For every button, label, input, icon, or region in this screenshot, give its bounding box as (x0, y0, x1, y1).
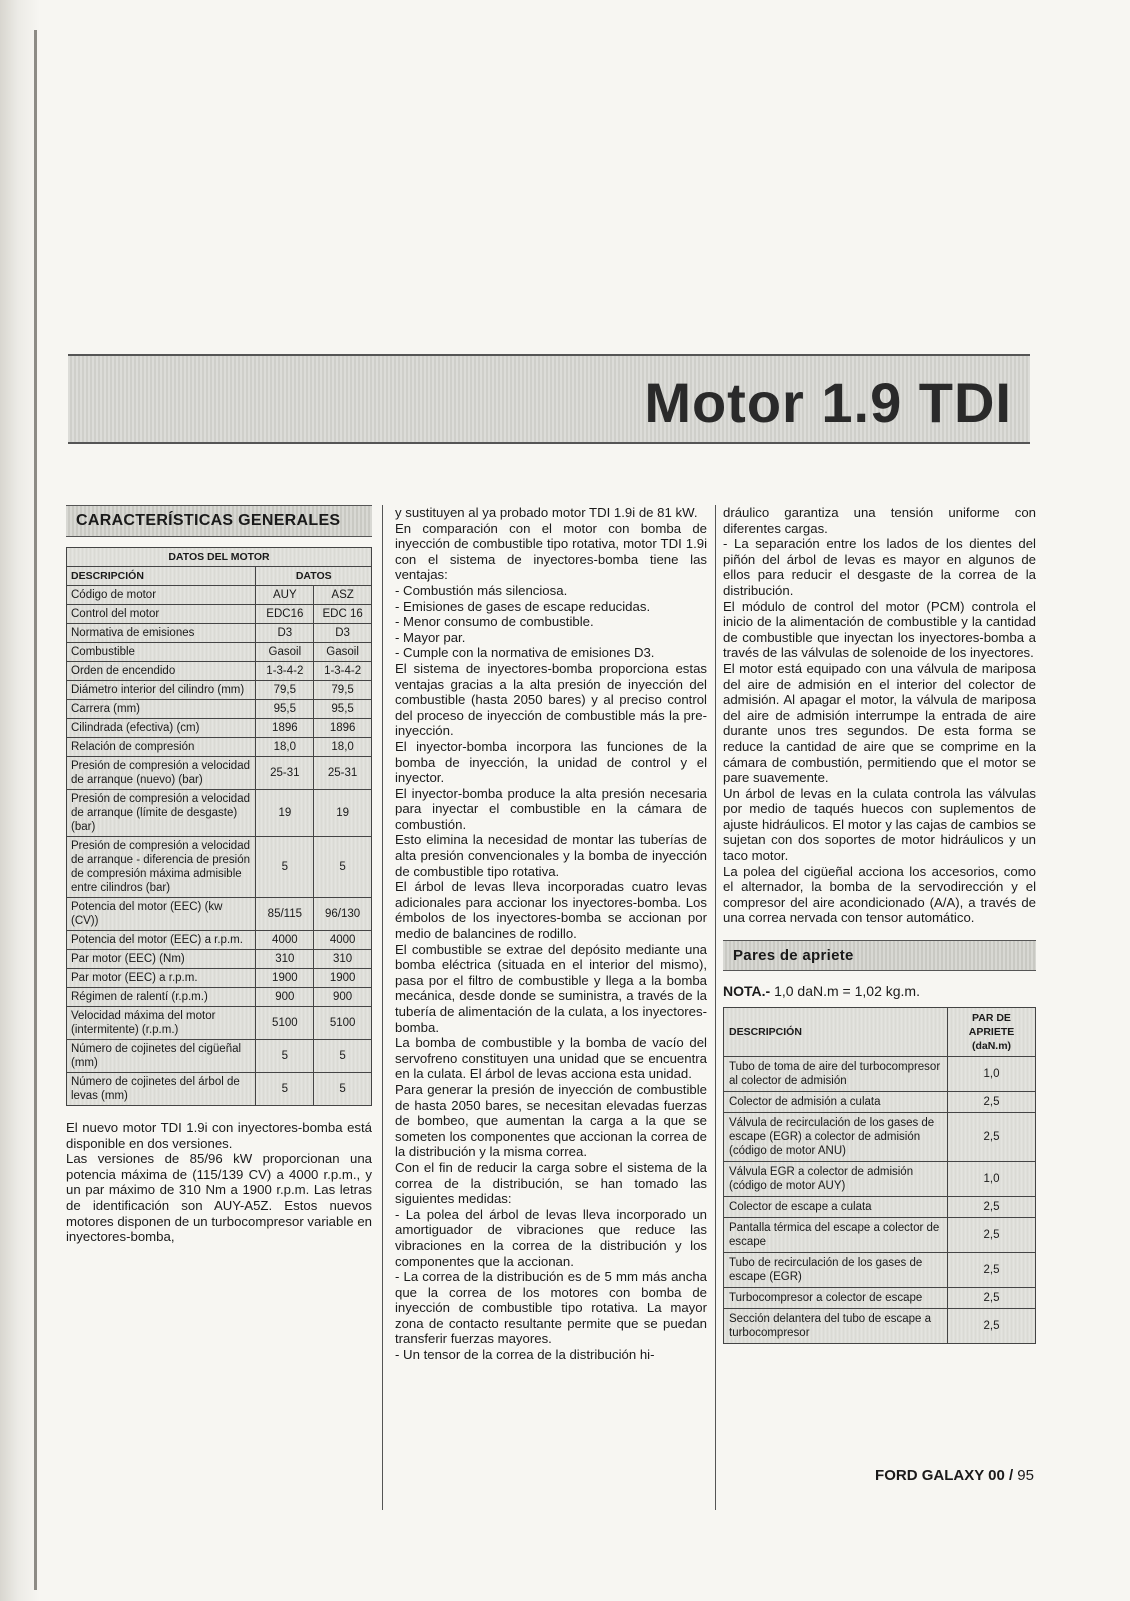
row-value: 5100 (314, 1007, 372, 1040)
row-value: 310 (314, 950, 372, 969)
paragraph: El módulo de control del motor (PCM) controla el inicio de la alimentación de combustible y la cantidad de combustible que inyectan los inyectores-bomba a través de las válvulas de solenoide de los inyectores. (723, 598, 1036, 661)
row-torque: 1,0 (948, 1057, 1036, 1092)
row-description: Turbocompresor a colector de escape (724, 1288, 948, 1309)
paragraph: - Cumple con la normativa de emisiones D3. (395, 645, 655, 661)
row-description: Carrera (mm) (67, 700, 256, 719)
note-text: 1,0 daN.m = 1,02 kg.m. (770, 983, 920, 1000)
row-value: 96/130 (314, 898, 372, 931)
row-description: Potencia del motor (EEC) a r.p.m. (67, 931, 256, 950)
row-description: Código de motor (67, 586, 256, 605)
column-divider (715, 505, 716, 1510)
paragraph: - La separación entre los lados de los dientes del piñón del árbol de levas es mayor en algunos de ellos para reducir el desgaste de la correa de la distribución. (723, 536, 1036, 598)
table-row (724, 1197, 1036, 1218)
paragraph: El motor está equipado con una válvula de mariposa del aire de admisión en el interior del colector de admisión. Al apagar el motor, la válvula de mariposa del aire de admisión interrumpe la entrada de aire durante unos tres segundos. De esta forma se reduce la cantidad de aire que se comprime en la cámara de combustión, permitiendo que el motor se pare suavemente. (723, 660, 1036, 786)
row-value: 18,0 (314, 738, 372, 757)
note (723, 983, 1036, 999)
table-row (67, 624, 372, 643)
footer-label: FORD GALAXY 00 / (875, 1467, 1014, 1484)
row-value: 25-31 (314, 757, 372, 790)
torque-table (723, 1007, 1036, 1344)
column-2 (395, 505, 707, 1363)
row-torque: 2,5 (948, 1197, 1036, 1218)
row-value: Gasoil (256, 643, 314, 662)
row-value: AUY (256, 586, 314, 605)
table-row (67, 662, 372, 681)
row-description: Colector de admisión a culata (724, 1092, 948, 1113)
row-description: Presión de compresión a velocidad de arranque (nuevo) (bar) (67, 757, 256, 790)
row-value: 1896 (256, 719, 314, 738)
row-value: EDC16 (256, 605, 314, 624)
row-description: Diámetro interior del cilindro (mm) (67, 681, 256, 700)
row-value: 4000 (314, 931, 372, 950)
table-row (67, 681, 372, 700)
table-row (67, 1073, 372, 1106)
table-row (724, 1253, 1036, 1288)
row-description: Presión de compresión a velocidad de arranque (límite de desgaste) (bar) (67, 790, 256, 837)
row-description: Potencia del motor (EEC) (kw (CV)) (67, 898, 256, 931)
paragraph: La polea del cigüeñal acciona los accesorios, como el alternador, la bomba de la servodirección y el compresor del aire acondicionado (A/A), a través de una correa nervada con tensor automático. (723, 863, 1036, 926)
row-value: 5 (314, 837, 372, 898)
table-row (724, 1309, 1036, 1344)
row-value: 900 (314, 988, 372, 1007)
intro-text (66, 1120, 372, 1245)
col-header-torque: PAR DE APRIETE (daN.m) (948, 1008, 1036, 1057)
row-value: 5 (314, 1040, 372, 1073)
row-value: 19 (314, 790, 372, 837)
row-description: Orden de encendido (67, 662, 256, 681)
row-value: 1900 (256, 969, 314, 988)
body-text (723, 505, 1036, 926)
paragraph: - La correa de la distribución es de 5 mm más ancha que la correa de los motores con bomba de inyección de combustible tipo rotativa. La mayor zona de contacto resultante permite que se puedan transferir fuerzas mayores. (395, 1269, 707, 1347)
row-description: Cilindrada (efectiva) (cm) (67, 719, 256, 738)
table-row (724, 1162, 1036, 1197)
table-row (67, 719, 372, 738)
page-title: Motor 1.9 TDI (644, 371, 1012, 434)
table-row (67, 898, 372, 931)
table-row (724, 1092, 1036, 1113)
table-row (67, 700, 372, 719)
paragraph: - Emisiones de gases de escape reducidas. (395, 598, 651, 614)
paragraph: y sustituyen al ya probado motor TDI 1.9i de 81 kW. (395, 505, 698, 520)
row-value: 19 (256, 790, 314, 837)
column-1 (66, 505, 372, 1245)
table-row (724, 1288, 1036, 1309)
row-torque: 2,5 (948, 1113, 1036, 1162)
row-value: 95,5 (256, 700, 314, 719)
row-value: 1-3-4-2 (256, 662, 314, 681)
row-torque: 1,0 (948, 1162, 1036, 1197)
row-value: 85/115 (256, 898, 314, 931)
paragraph: Las versiones de 85/96 kW proporcionan una potencia máxima de (115/139 CV) a 4000 r.p.m., y un par máximo de 310 Nm a 1900 r.p.m. Las letras de identificación son AUY-A5Z. Estos nuevos motores disponen de un turbocompresor variable en inyectores-bomba, (66, 1151, 372, 1245)
row-value: D3 (256, 624, 314, 643)
row-value: 310 (256, 950, 314, 969)
column-divider (382, 505, 383, 1510)
row-value: 1900 (314, 969, 372, 988)
row-description: Válvula de recirculación de los gases de escape (EGR) a colector de admisión (código de motor ANU) (724, 1113, 948, 1162)
row-description: Velocidad máxima del motor (intermitente) (r.p.m.) (67, 1007, 256, 1040)
row-value: EDC 16 (314, 605, 372, 624)
col-header-description: DESCRIPCIÓN (724, 1008, 948, 1057)
table-row (67, 738, 372, 757)
table-row (724, 1057, 1036, 1092)
col-header-description: DESCRIPCIÓN (67, 567, 256, 586)
row-value: 900 (256, 988, 314, 1007)
row-value: 5 (256, 1040, 314, 1073)
table-row (67, 988, 372, 1007)
paragraph: El sistema de inyectores-bomba proporciona estas ventajas gracias a la alta presión de inyección del combustible (hasta 2050 bares) y al preciso control del proceso de inyección de combustible más la pre-inyección. (395, 660, 707, 739)
table-row (67, 605, 372, 624)
paragraph: - Un tensor de la correa de la distribución hi- (395, 1347, 655, 1363)
row-description: Par motor (EEC) a r.p.m. (67, 969, 256, 988)
paragraph: Un árbol de levas en la culata controla las válvulas por medio de taqués huecos con suplementos de ajuste hidráulicos. El motor y las cajas de cambios se sujetan con dos soportes de motor hidráulicos y un taco motor. (723, 785, 1036, 864)
table-row (67, 837, 372, 898)
torque-section-heading: Pares de apriete (723, 940, 1036, 971)
table-row (67, 1040, 372, 1073)
general-section-heading: CARACTERÍSTICAS GENERALES (66, 505, 372, 537)
row-description: Tubo de toma de aire del turbocompresor al colector de admisión (724, 1057, 948, 1092)
paragraph: dráulico garantiza una tensión uniforme con diferentes cargas. (723, 505, 1036, 536)
row-description: Colector de escape a culata (724, 1197, 948, 1218)
table-row (67, 757, 372, 790)
row-torque: 2,5 (948, 1288, 1036, 1309)
row-description: Presión de compresión a velocidad de arranque - diferencia de presión de compresión máxima admisible entre cilindros (bar) (67, 837, 256, 898)
paragraph: El inyector-bomba produce la alta presión necesaria para inyectar el combustible en la cámara de combustión. (395, 785, 707, 832)
paragraph: - La polea del árbol de levas lleva incorporado un amortiguador de vibraciones que reduce las vibraciones en la correa de la distribución y los componentes que la accionan. (395, 1206, 707, 1269)
body-text (395, 505, 707, 1363)
row-description: Relación de compresión (67, 738, 256, 757)
page-number: 95 (1013, 1467, 1034, 1484)
title-band (68, 354, 1030, 444)
row-value: 79,5 (256, 681, 314, 700)
row-value: 1896 (314, 719, 372, 738)
row-description: Número de cojinetes del árbol de levas (mm) (67, 1073, 256, 1106)
row-description: Número de cojinetes del cigüeñal (mm) (67, 1040, 256, 1073)
row-value: ASZ (314, 586, 372, 605)
row-description: Régimen de ralentí (r.p.m.) (67, 988, 256, 1007)
table-row (67, 790, 372, 837)
table-row (67, 969, 372, 988)
row-value: D3 (314, 624, 372, 643)
paragraph: - Mayor par. (395, 629, 466, 645)
row-value: 5 (314, 1073, 372, 1106)
row-description: Control del motor (67, 605, 256, 624)
table-row (67, 586, 372, 605)
note-label: NOTA.- (723, 983, 771, 1000)
row-description: Normativa de emisiones (67, 624, 256, 643)
page-footer (875, 1467, 1034, 1484)
paragraph: Con el fin de reducir la carga sobre el sistema de la correa de la distribución, se han tomado las siguientes medidas: (395, 1159, 707, 1207)
row-value: 5 (256, 837, 314, 898)
table-row (724, 1113, 1036, 1162)
table-row (724, 1218, 1036, 1253)
row-description: Tubo de recirculación de los gases de escape (EGR) (724, 1253, 948, 1288)
row-value: Gasoil (314, 643, 372, 662)
column-3 (723, 505, 1036, 1344)
table-row (67, 950, 372, 969)
row-description: Par motor (EEC) (Nm) (67, 950, 256, 969)
paragraph: El inyector-bomba incorpora las funciones de la bomba de inyección, la unidad de control y el inyector. (395, 738, 707, 786)
paragraph: El combustible se extrae del depósito mediante una bomba eléctrica (situada en el interior del mismo), pasa por el filtro de combustible y llega a la bomba mecánica, desde donde se suministra, a través de la tubería de alimentación de la culata, a los inyectores-bomba. (395, 941, 707, 1035)
engine-data-table (66, 547, 372, 1106)
table-row (67, 931, 372, 950)
row-description: Pantalla térmica del escape a colector de escape (724, 1218, 948, 1253)
row-value: 5 (256, 1073, 314, 1106)
paragraph: El nuevo motor TDI 1.9i con inyectores-bomba está disponible en dos versiones. (66, 1120, 372, 1151)
row-torque: 2,5 (948, 1218, 1036, 1253)
paragraph: La bomba de combustible y la bomba de vacío del servofreno constituyen una unidad que se encuentra en la culata. El árbol de levas acciona esta unidad. (395, 1035, 707, 1082)
row-value: 79,5 (314, 681, 372, 700)
row-torque: 2,5 (948, 1253, 1036, 1288)
paragraph: - Menor consumo de combustible. (395, 614, 594, 630)
binding-line (34, 30, 37, 1590)
paragraph: Esto elimina la necesidad de montar las tuberías de alta presión convencionales y la bomba de inyección de combustible tipo rotativa. (395, 832, 707, 879)
row-value: 1-3-4-2 (314, 662, 372, 681)
paragraph: El árbol de levas lleva incorporadas cuatro levas adicionales para accionar los inyectores-bomba. Los émbolos de los inyectores-bomba se accionan por medio de balancines de rodillo. (395, 879, 707, 942)
table-row (67, 1007, 372, 1040)
row-value: 5100 (256, 1007, 314, 1040)
row-description: Válvula EGR a colector de admisión (código de motor AUY) (724, 1162, 948, 1197)
row-torque: 2,5 (948, 1309, 1036, 1344)
table-title: DATOS DEL MOTOR (67, 548, 372, 567)
paragraph: En comparación con el motor con bomba de inyección de combustible tipo rotativa, motor TDI 1.9i con el sistema de inyectores-bomba tiene las ventajas: (395, 520, 707, 583)
row-value: 25-31 (256, 757, 314, 790)
table-row (67, 643, 372, 662)
row-value: 4000 (256, 931, 314, 950)
paragraph: Para generar la presión de inyección de combustible de hasta 2050 bares, se necesitan elevadas fuerzas de bombeo, que aumentan la carga a la que se someten los componentes que accionan la correa de la distribución y la misma correa. (395, 1081, 707, 1160)
col-header-data: DATOS (256, 567, 372, 586)
row-description: Combustible (67, 643, 256, 662)
row-value: 95,5 (314, 700, 372, 719)
paragraph: - Combustión más silenciosa. (395, 582, 568, 598)
row-value: 18,0 (256, 738, 314, 757)
row-torque: 2,5 (948, 1092, 1036, 1113)
row-description: Sección delantera del tubo de escape a turbocompresor (724, 1309, 948, 1344)
